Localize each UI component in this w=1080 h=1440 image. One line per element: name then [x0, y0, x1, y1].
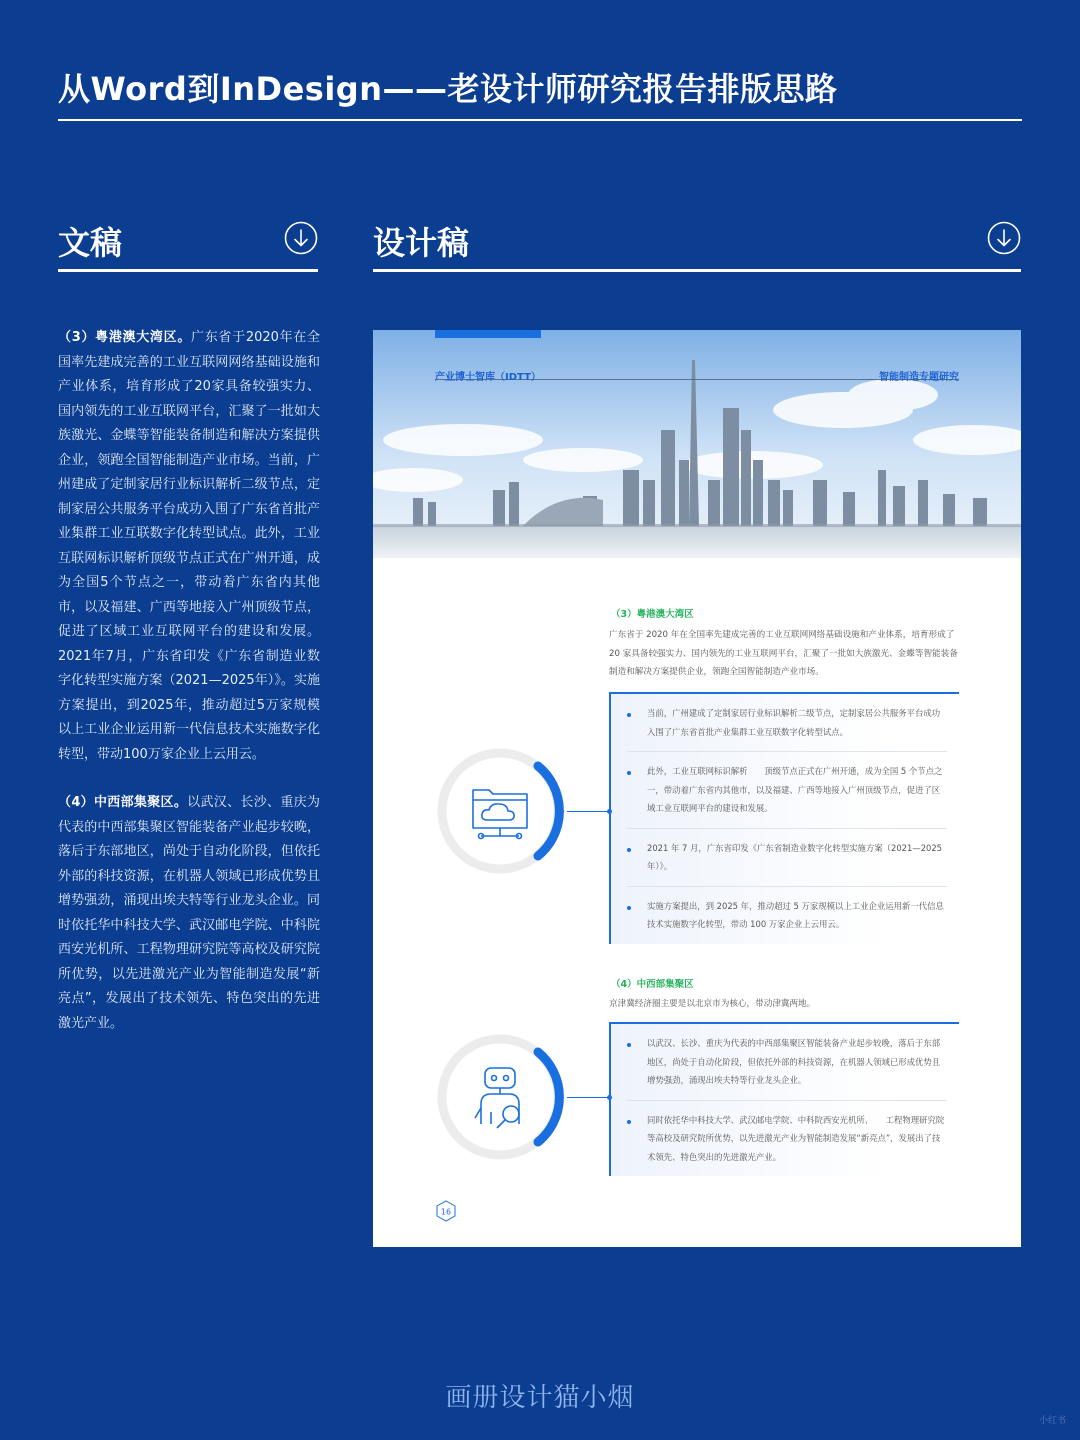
paragraph-body: 广东省于2020年在全国率先建成完善的工业互联网网络基础设施和产业体系，培育形成了20家具备较强实力、国内领先的工业互联网平台，汇聚了一批如大族激光、金蝶等智能装备制造和解决方案提供企业，领跑全国智能制造产业市场。当前，广州建成了定制家居行业标识解析二级节点，定制家居公共服务平台成功入围了广东省首批产业集群工业互联数字化转型试点。此外，工业互联网标识解析顶级节点正式在广州开通，成为全国5个节点之一，带动着广东省内其他市，以及福建、广西等地接入广州顶级节点，促进了区域工业互联网平台的建设和发展。2021年7月，广东省印发《广东省制造业数字化转型实施方案（2021—2025年）》。实施方案提出，到2025年，推动超过5万家规模以上工业企业运用新一代信息技术实施数字化转型，带动100万家企业上云用云。 — [58, 330, 320, 762]
section-intro: 京津冀经济圈主要是以北京市为核心，带动津冀两地。 — [609, 999, 816, 1009]
title-divider — [58, 119, 1022, 121]
bullet-item: 此外，工业互联网标识解析 顶级节点正式在广州开通，成为全国 5 个节点之一，带动着广东省内其他市，以及福建、广西等地接入广州顶级节点，促进了区域工业互联网平台的建设和发展。 — [627, 752, 947, 829]
page-number: 16 — [440, 1207, 452, 1217]
design-heading: 设计稿 — [373, 224, 470, 262]
bullet-item: 实施方案提出，到 2025 年，推动超过 5 万家规模以上工业企业运用新一代信息技术实施数字化转型，带动 100 万家企业上云用云。 — [627, 887, 947, 944]
report-topic-label: 智能制造专题研究 — [879, 372, 959, 383]
section-intro: 广东省于 2020 年在全国率先建成完善的工业互联网网络基础设施和产业体系，培育形成了 20 家具备较强实力、国内领先的工业互联网平台，汇聚了一批如大族激光、金蝶等智能装备制造和解决方案提供企业，领跑全国智能制造产业市场。 — [609, 630, 958, 677]
page-number-badge — [435, 1200, 457, 1222]
city-skyline-image — [373, 330, 1021, 558]
cloud-folder-icon — [435, 746, 565, 876]
bullet-item: 同时依托华中科技大学、武汉邮电学院、中科院西安光机所、 工程物理研究院等高校及研究院所优势，以先进激光产业为智能制造发展“新亮点”，发展出了技术领先、特色突出的先进激光产业。 — [627, 1101, 947, 1177]
robot-icon — [435, 1032, 565, 1162]
bullet-item: 2021 年 7 月，广东省印发《广东省制造业数字化转型实施方案（2021—2025 年）》。 — [627, 829, 947, 887]
bullet-box — [609, 692, 959, 944]
bullet-item: 以武汉、长沙、重庆为代表的中西部集聚区智能装备产业起步较晚，落后于东部地区，尚处于自动化阶段，但依托外部的科技资源，在机器人领域已形成优势且增势强劲，涌现出埃夫特等行业龙头企业。 — [627, 1024, 947, 1101]
manuscript-paragraph — [58, 326, 320, 767]
page-title: 从Word到InDesign——老设计师研究报告排版思路 — [58, 70, 838, 108]
manuscript-text — [58, 326, 320, 1036]
platform-watermark: 小红书 — [1038, 1416, 1066, 1426]
manuscript-heading: 文稿 — [58, 224, 123, 262]
bullet-box — [609, 1022, 959, 1176]
manuscript-paragraph — [58, 791, 320, 1036]
connector-dot — [607, 809, 612, 814]
arrow-down-circle-icon[interactable] — [284, 221, 318, 255]
publisher-label: 产业博士智库（IDTT） — [435, 372, 541, 383]
bullet-item: 当前，广州建成了定制家居行业标识解析二级节点，定制家居公共服务平台成功入围了广东省首批产业集群工业互联数字化转型试点。 — [627, 694, 947, 752]
connector-dot — [607, 1095, 612, 1100]
connector-line — [567, 811, 609, 812]
design-divider — [373, 269, 1021, 272]
paragraph-heading: （4）中西部集聚区。 — [58, 795, 188, 810]
section-heading: （4）中西部集聚区 — [611, 979, 694, 990]
paragraph-body: 以武汉、长沙、重庆为代表的中西部集聚区智能装备产业起步较晚，落后于东部地区，尚处于自动化阶段，但依托外部的科技资源，在机器人领域已形成优势且增势强劲，涌现出埃夫特等行业龙头企业。同时依托华中科技大学、武汉邮电学院、中科院西安光机所、工程物理研究院等高校及研究院所优势，以先进激光产业为智能制造发展“新亮点”，发展出了技术领先、特色突出的先进激光产业。 — [58, 795, 320, 1031]
arrow-down-circle-icon[interactable] — [987, 221, 1021, 255]
paragraph-heading: （3）粤港澳大湾区。 — [58, 330, 192, 345]
header-tab — [435, 330, 541, 338]
section-heading: （3）粤港澳大湾区 — [611, 609, 694, 620]
connector-line — [567, 1097, 609, 1098]
design-page-preview — [373, 330, 1021, 1247]
manuscript-divider — [58, 269, 318, 272]
author-signature: 画册设计猫小烟 — [445, 1383, 635, 1413]
